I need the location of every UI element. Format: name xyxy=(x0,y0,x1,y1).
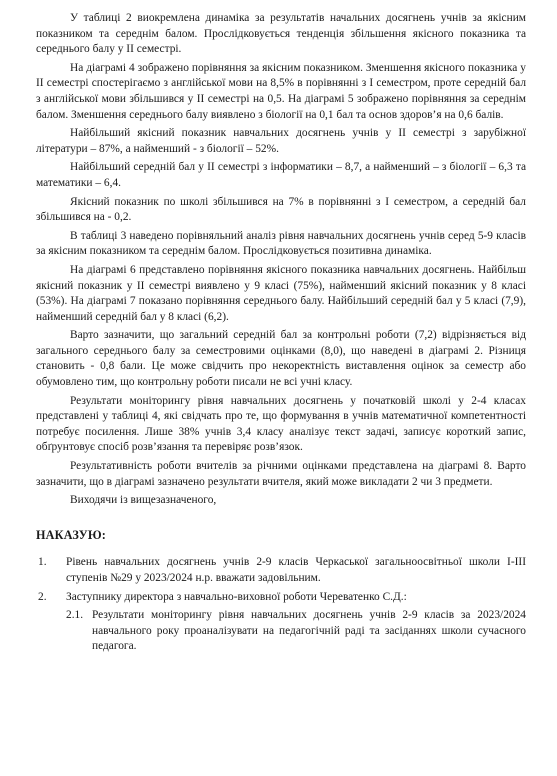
order-item xyxy=(36,555,526,586)
paragraph-school-quality: Якісний показник по школі збільшився на 7% в порівнянні з І семестром, а середній бал збільшився на - 0,2. xyxy=(36,195,526,224)
suborder-item xyxy=(36,608,526,655)
document-page xyxy=(36,11,526,655)
order-heading: НАКАЗУЮ: xyxy=(36,527,107,542)
order-text: Заступнику директора з навчально-виховної роботи Череватенко С.Д.: xyxy=(66,590,407,603)
paragraph-conclusion: Виходячи із вищезазначеного, xyxy=(70,494,217,507)
paragraph-primary-school: Результати моніторингу рівня навчальних досягнень у початковій школі у 2-4 класах представлені у таблиці 4, які свідчать про те, що формування в учнів математичної компетентності потребує посилення. Лише 38% учнів 3,4 класу аналізує текст задачі, записує короткий запис, обґрунтовує спосіб розв’язання та перевіряє розв’язок. xyxy=(36,394,526,454)
paragraph-diagram4-5: На діаграмі 4 зображено порівняння за якісним показником. Зменшення якісного показника у ІІ семестрі спостерігаємо з англійської мови на 8,5% в порівнянні з І семестром, проте середній бал з англійської мови збільшився у ІІ семестрі на 0,5. На діаграмі 5 зображено порівняння за середнім балом. Зменшення середнього балу виявлено з біології на 0,1 бал та основ здоров’я на 0,6 балів. xyxy=(36,61,526,121)
paragraph-teachers: Результативність роботи вчителів за річними оцінками представлена на діаграмі 8. Варто зазначити, що в діаграмі зазначено результати вчителя, який може викладати 2 чи 3 предмети. xyxy=(36,460,526,488)
order-item xyxy=(36,590,526,606)
paragraph-max-average: Найбільший середній бал у ІІ семестрі з інформатики – 8,7, а найменший – з біології – 6,3 та математики – 6,4. xyxy=(36,161,526,189)
paragraph-table3: В таблиці 3 наведено порівняльний аналіз рівня навчальних досягнень учнів серед 5-9 класів за якісним показником та середнім балом. Прослідковується позитивна динаміка. xyxy=(36,229,526,258)
paragraph-diagram6-7: На діаграмі 6 представлено порівняння якісного показника навчальних досягнень. Найбільш якісний показник у ІІ семестрі виявлено у 9 класі (75%), найменший якісний показник у 8 класі (53%). На діаграмі 7 показано порівняння середнього балу. Найбільший середній бал у 5 класі (7,9), найменший середній бал у 8 класі (6,2). xyxy=(36,263,526,323)
order-text: Рівень навчальних досягнень учнів 2-9 класів Черкаської загальноосвітньої школи І-ІІІ ступенів №29 у 2023/2024 н.р. вважати задовільним. xyxy=(66,556,526,584)
paragraph-control-works: Варто зазначити, що загальний середній бал за контрольні роботи (7,2) відрізняється від загального середнього балу за семестровими оцінками (8,0), що наведені в діаграмі 2. Різниця становить - 0,8 бали. Це може свідчить про некоректність виставлення оцінок за семестр або обумовлено тим, що контрольну роботи писали не всі учні класу. xyxy=(36,329,526,389)
paragraph-max-quality: Найбільший якісний показник навчальних досягнень учнів у ІІ семестрі з зарубіжної літератури – 87%, а найменший - з біології – 52%. xyxy=(36,127,526,155)
suborder-number: 2.1. xyxy=(66,609,84,622)
paragraph-table2-dynamics: У таблиці 2 виокремлена динаміка за результатів начальних досягнень учнів за якісним показником та середнім балом. Прослідковується тенденція збільшення якісного показника та середнього балу у ІІ семестрі. xyxy=(36,12,526,56)
order-list xyxy=(36,555,526,655)
order-number: 1. xyxy=(38,556,47,569)
suborder-text: Результати моніторингу рівня навчальних досягнень учнів 2-9 класів за 2023/2024 навчального року проаналізувати на педагогічній раді та засіданнях школи сучасного педагога. xyxy=(92,609,526,653)
order-number: 2. xyxy=(38,590,47,603)
